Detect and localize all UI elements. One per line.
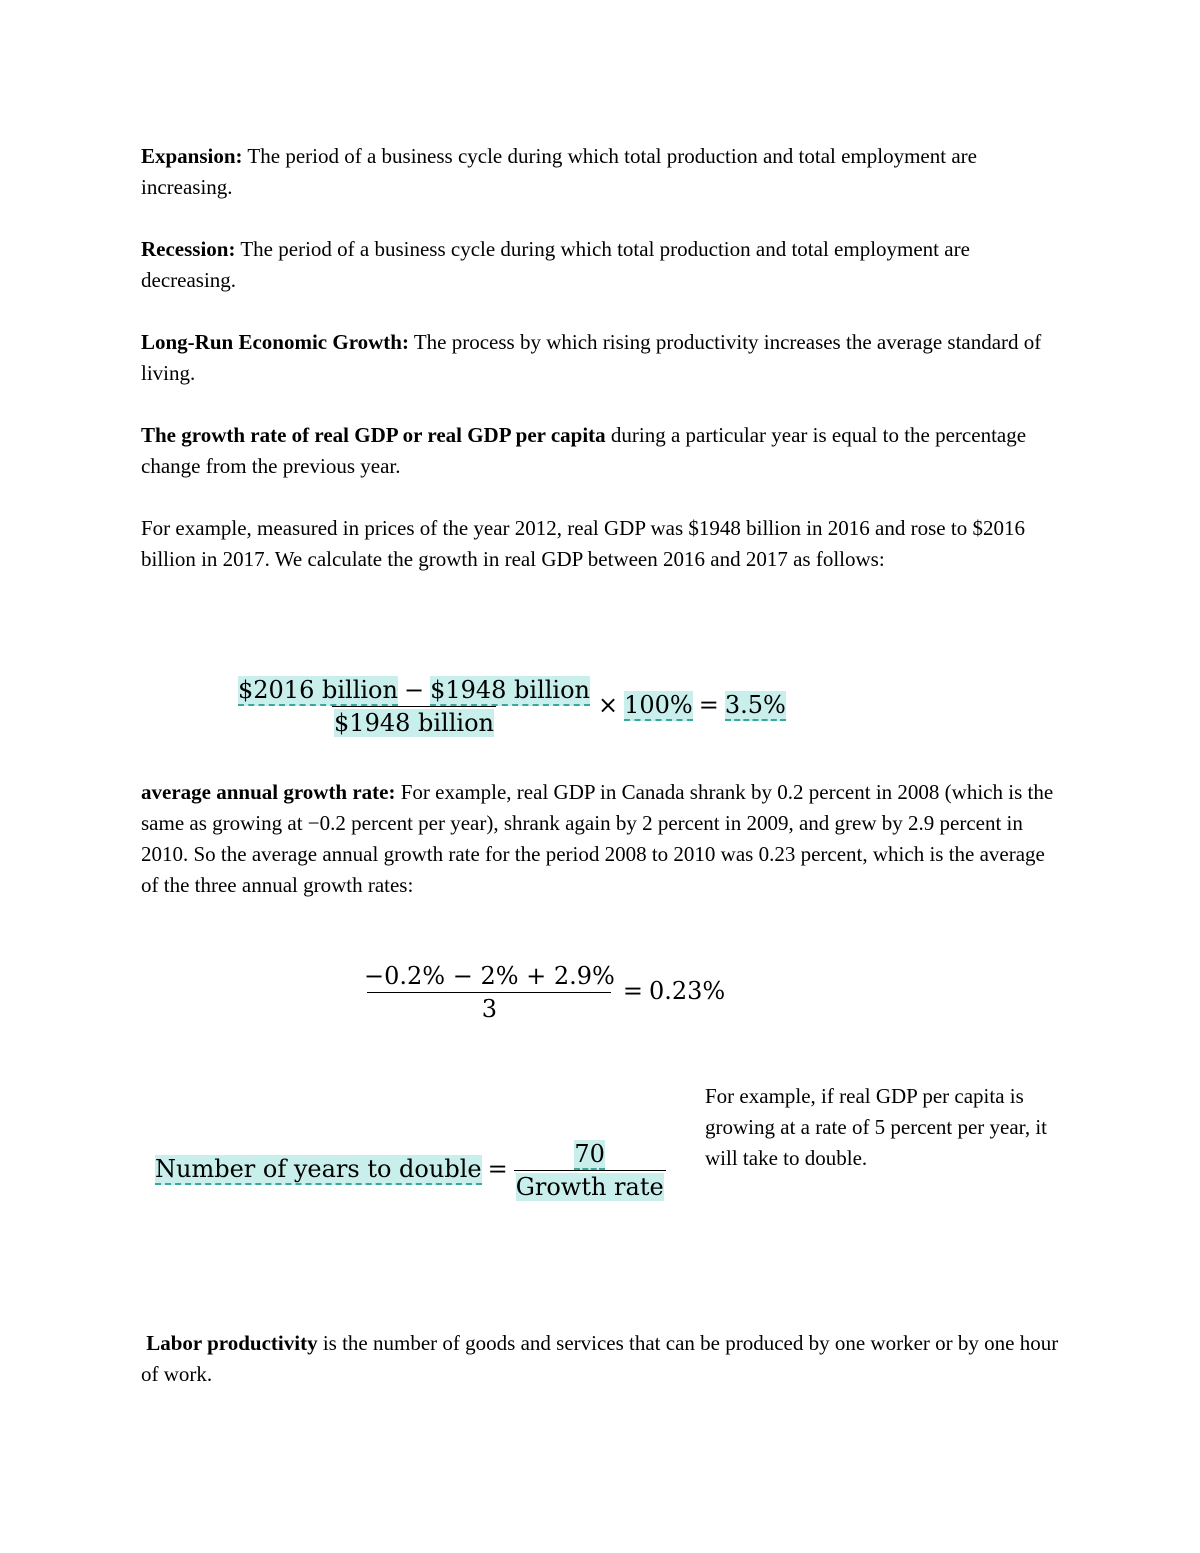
labor-productivity-text: is the number of goods and services that can be produced by one worker or by one hour of work. [141,1331,1059,1386]
average-annual-growth-paragraph [141,777,1061,901]
growth-rate-definition [141,420,1061,482]
growth-numerator [236,676,592,706]
hundred-percent: 100% [624,691,693,719]
growth-result: 3.5% [724,691,786,719]
recession-definition [141,234,1061,296]
seventy-value: 70 [574,1140,605,1168]
average-annual-text: For example, real GDP in Canada shrank by 0.2 percent in 2008 (which is the same as growing at −0.2 percent per year), shrank again by 2 percent in 2009, and grew by 2.9 percent in 2010. So the average annual growth rate for the period 2008 to 2010 was 0.23 percent, which is the average of the three annual growth rates: [141,780,1054,897]
average-growth-equation [362,962,725,1023]
recession-text: The period of a business cycle during which total production and total employment are decreasing. [141,237,970,292]
growth-rate-text: during a particular year is equal to the percentage change from the previous year. [141,423,1027,478]
average-result: 0.23% [648,977,726,1005]
growth-rate-term: The growth rate of real GDP or real GDP per capita [141,423,606,447]
expansion-definition [141,141,1061,203]
long-run-growth-definition [141,327,1061,389]
gdp-example-text: For example, measured in prices of the year 2012, real GDP was $1948 billion in 2016 and rose to $2016 billion in 2017. We calculate the growth in real GDP between 2016 and 2017 as follows: [141,516,1025,571]
rule-of-70-equation [155,1140,666,1201]
numerator-term-a: $2016 billion [238,676,398,704]
rule-denominator [514,1170,666,1201]
equals-sign: = [698,691,719,719]
numerator-term-b: $1948 billion [430,676,591,704]
average-denominator: 3 [367,992,611,1023]
times-sign: × [598,691,619,719]
growth-denominator [332,706,496,737]
recession-term: Recession: [141,237,236,261]
expansion-term: Expansion: [141,144,243,168]
rule-equals-sign: = [487,1155,508,1183]
average-fraction [362,962,617,1023]
rule-fraction [514,1140,666,1201]
labor-productivity-term: Labor productivity [146,1331,318,1355]
side-note [705,1081,1060,1174]
side-note-text: For example, if real GDP per capita is growing at a rate of 5 percent per year, it will take to double. [705,1084,1047,1170]
long-run-term: Long-Run Economic Growth: [141,330,409,354]
expansion-text: The period of a business cycle during which total production and total employment are increasing. [141,144,977,199]
denominator-term: $1948 billion [334,709,494,737]
years-to-double-label: Number of years to double [155,1155,482,1183]
average-numerator: −0.2% − 2% + 2.9% [364,962,615,990]
long-run-text: The process by which rising productivity increases the average standard of living. [141,330,1042,385]
gdp-example-paragraph [141,513,1061,575]
labor-productivity-definition [141,1328,1066,1390]
rule-numerator [572,1140,607,1170]
average-equals-sign: = [622,977,643,1005]
minus-sign: − [403,676,425,704]
average-annual-term: average annual growth rate: [141,780,396,804]
growth-rate-label: Growth rate [515,1173,664,1201]
growth-fraction [236,676,592,737]
growth-rate-equation [236,676,786,737]
